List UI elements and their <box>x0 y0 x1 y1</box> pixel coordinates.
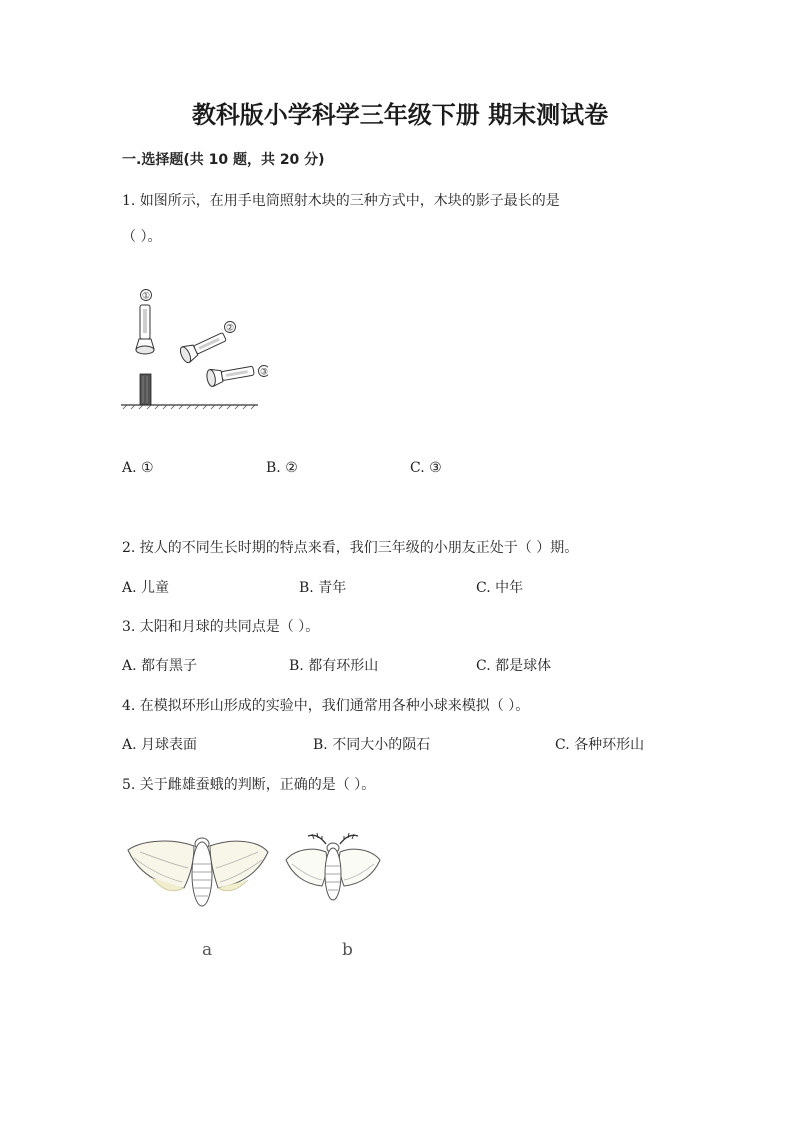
moth-a-icon <box>128 838 268 906</box>
flashlight-1-label: ① <box>141 291 151 302</box>
moth-a-label: a <box>202 940 213 960</box>
q2-option-b[interactable]: B. 青年 <box>299 580 347 596</box>
question-3-text: 3. 太阳和月球的共同点是（ ）。 <box>122 619 320 635</box>
section-heading: 一.选择题(共 10 题，共 20 分) <box>122 152 325 168</box>
flashlight-1-icon <box>136 305 154 354</box>
q1-option-c[interactable]: C. ③ <box>410 460 442 476</box>
q3-option-c[interactable]: C. 都是球体 <box>476 658 552 674</box>
q3-option-b[interactable]: B. 都有环形山 <box>289 658 379 674</box>
q4-option-b[interactable]: B. 不同大小的陨石 <box>313 737 431 753</box>
moth-b-label: b <box>342 940 353 960</box>
flashlight-figure <box>118 283 268 413</box>
flashlight-2-icon <box>178 329 228 364</box>
wooden-block <box>140 374 151 405</box>
flashlight-2-label: ② <box>225 323 235 334</box>
question-5-text: 5. 关于雌雄蚕蛾的判断，正确的是（ ）。 <box>122 777 376 793</box>
flashlight-3-label: ③ <box>259 367 268 378</box>
flashlight-3-icon <box>206 362 255 387</box>
q1-option-a[interactable]: A. ① <box>122 460 154 476</box>
question-2-text: 2. 按人的不同生长时期的特点来看，我们三年级的小朋友正处于（ ）期。 <box>122 540 579 556</box>
question-1-blank: （ ）。 <box>122 229 162 245</box>
page-title: 教科版小学科学三年级下册 期末测试卷 <box>191 101 609 129</box>
q4-option-a[interactable]: A. 月球表面 <box>122 737 198 753</box>
ground-hatch <box>123 405 255 409</box>
question-4-text: 4. 在模拟环形山形成的实验中，我们通常用各种小球来模拟（ ）。 <box>122 698 530 714</box>
q4-option-c[interactable]: C. 各种环形山 <box>555 737 645 753</box>
moth-b-icon <box>286 833 380 900</box>
q2-option-c[interactable]: C. 中年 <box>476 580 524 596</box>
q1-option-b[interactable]: B. ② <box>266 460 298 476</box>
q2-option-a[interactable]: A. 儿童 <box>122 580 170 596</box>
silkworm-moths-figure <box>122 828 392 918</box>
q3-option-a[interactable]: A. 都有黑子 <box>122 658 198 674</box>
question-1-text: 1. 如图所示，在用手电筒照射木块的三种方式中，木块的影子最长的是 <box>122 193 560 209</box>
